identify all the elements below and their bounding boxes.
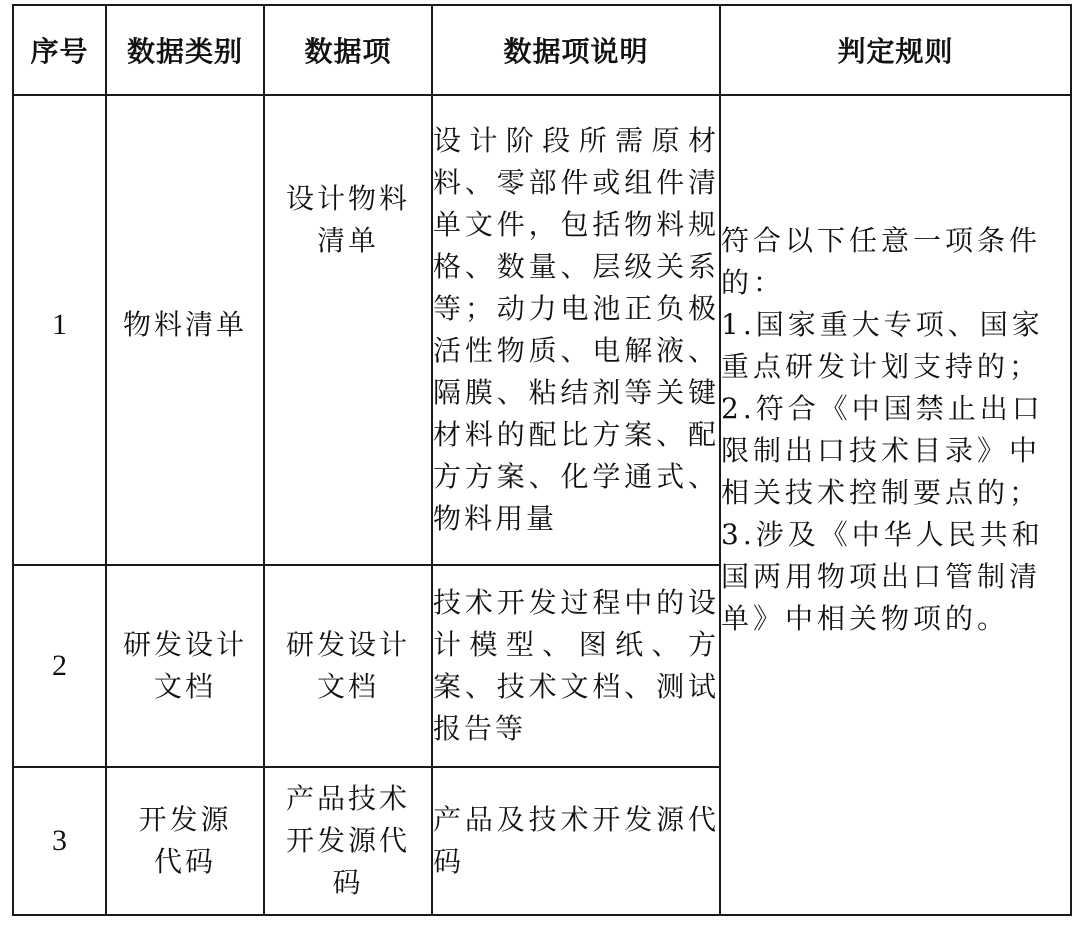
row-serial-no-text: 1	[52, 308, 67, 341]
row-item	[264, 565, 432, 767]
row-description	[432, 565, 720, 767]
header-serial-no: 序号	[13, 5, 106, 95]
rule-item-2: 2.符合《中国禁止出口限制出口技术目录》中相关技术控制要点的；	[721, 392, 1044, 509]
row-serial-no	[13, 95, 106, 565]
header-data-item: 数据项	[264, 5, 432, 95]
row-description-text: 设计阶段所需原材料、零部件或组件清单文件，包括物料规格、数量、层级关系等；动力电池正负极活性物质、电解液、隔膜、粘结剂等关键材料的配比方案、配方方案、化学通式、物料用量	[433, 124, 719, 535]
table-header-row	[13, 5, 1071, 95]
header-judgment-rule: 判定规则	[720, 5, 1071, 95]
row-category	[106, 95, 264, 565]
row-serial-no-text: 2	[52, 649, 67, 682]
row-category-text: 物料清单	[122, 308, 247, 341]
row-category	[106, 767, 264, 915]
row-category-text: 研发设计文档	[122, 628, 247, 703]
row-item	[264, 767, 432, 915]
rule-item-3: 3.涉及《中华人民共和国两用物项出口管制清单》中相关物项的。	[721, 518, 1044, 635]
row-serial-no-text: 3	[52, 824, 67, 857]
row-description-text: 产品及技术开发源代码	[433, 803, 719, 878]
rule-intro: 符合以下任意一项条件的：	[721, 224, 1042, 299]
row-item-text: 研发设计文档	[285, 628, 410, 703]
row-serial-no	[13, 565, 106, 767]
header-data-category: 数据类别	[106, 5, 264, 95]
row-description-text: 技术开发过程中的设计模型、图纸、方案、技术文档、测试报告等	[433, 586, 719, 745]
table-row	[13, 95, 1071, 565]
data-classification-table	[12, 4, 1072, 916]
row-category-text: 开发源代码	[138, 803, 232, 878]
row-item-text: 产品技术开发源代码	[285, 782, 410, 899]
row-description	[432, 95, 720, 565]
judgment-rule-cell	[720, 95, 1071, 915]
header-item-description: 数据项说明	[432, 5, 720, 95]
rule-item-1: 1.国家重大专项、国家重点研发计划支持的；	[721, 308, 1044, 383]
row-item-text: 设计物料清单	[285, 182, 410, 257]
row-description	[432, 767, 720, 915]
row-serial-no	[13, 767, 106, 915]
row-category	[106, 565, 264, 767]
row-item	[264, 95, 432, 565]
